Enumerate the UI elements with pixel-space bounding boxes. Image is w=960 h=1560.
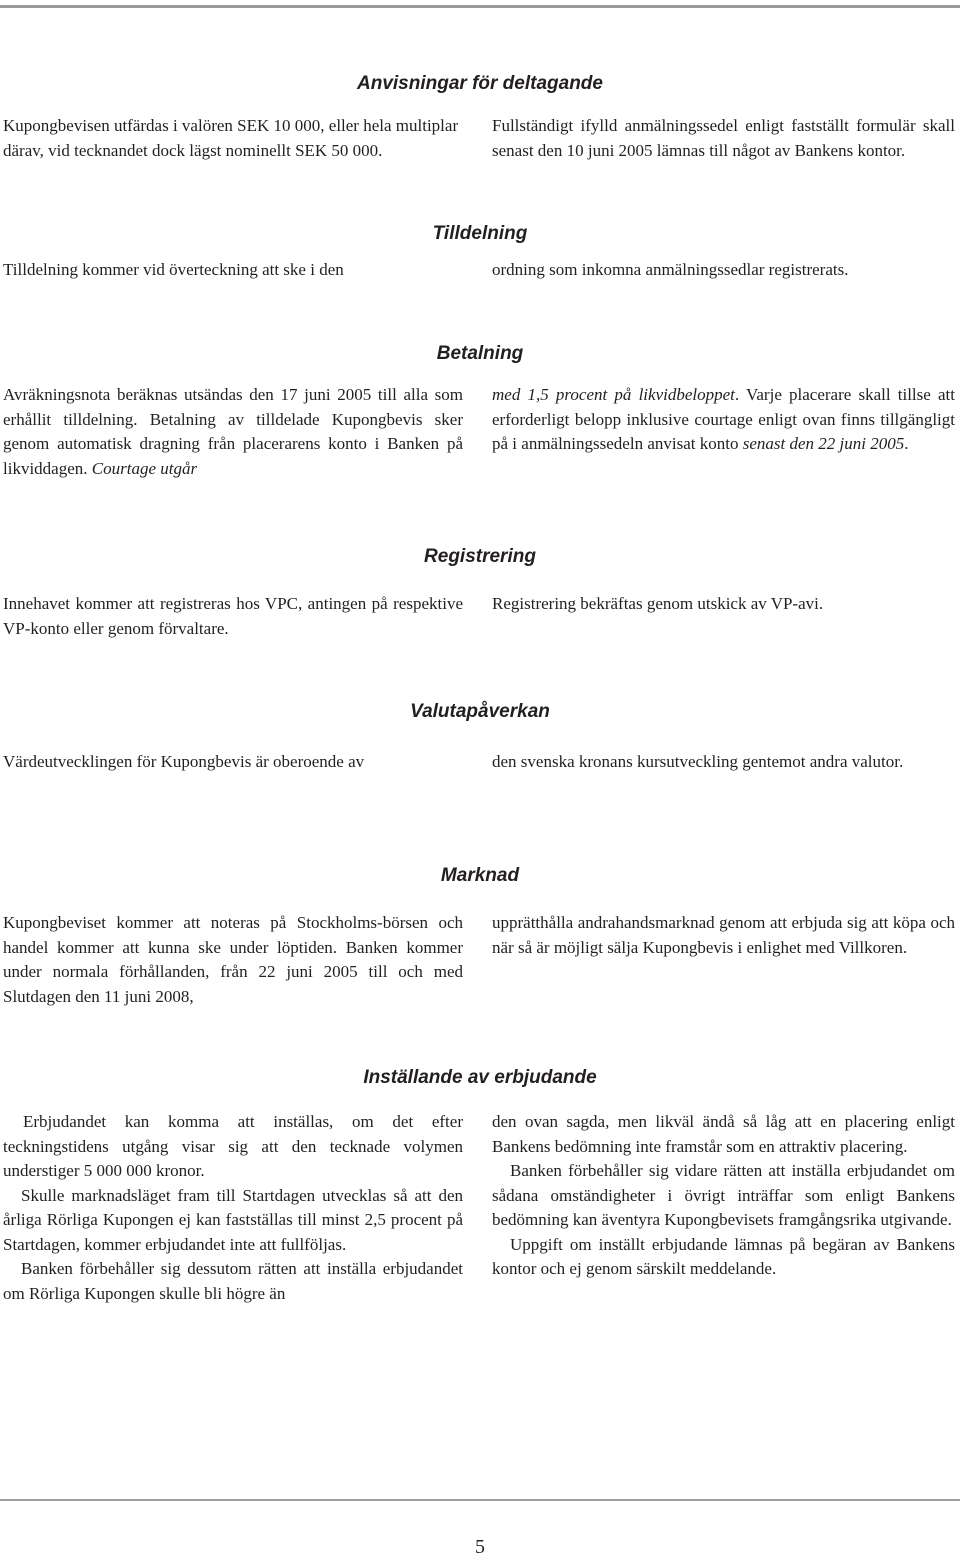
- tilldelning-right-paragraph: ordning som inkomna anmälningssedlar registrerats.: [492, 260, 849, 279]
- tilldelning-left-paragraph: Tilldelning kommer vid överteckning att ske i den: [3, 260, 344, 279]
- installande-right-paragraph-3: Uppgift om inställt erbjudande lämnas på begäran av Bankens kontor och ej genom särskilt meddelande.: [492, 1234, 955, 1278]
- anvisningar-right-paragraph: Fullständigt ifylld anmälningssedel enligt fastställt formulär skall senast den 10 juni 2005 lämnas till något av Bankens kontor.: [492, 116, 955, 160]
- tilldelning-right-text: [492, 258, 955, 283]
- section-heading-betalning: Betalning: [436, 343, 524, 364]
- section-heading-valutapaverkan: Valutapåverkan: [410, 701, 550, 722]
- installande-left-paragraph-3: Banken förbehåller sig dessutom rätten att inställa erbjudandet om Rörliga Kupongen skulle bli högre än: [3, 1259, 463, 1303]
- betalning-left-body: Avräkningsnota beräknas utsändas den 17 juni 2005 till alla som erhållit tilldelning. Betalning av tilldelade Kupongbevis sker genom automatisk dragning från placerarens konto i Banken på likviddagen.: [3, 385, 463, 478]
- valutapaverkan-left-text: [3, 750, 463, 775]
- installande-left-paragraph-1: Erbjudandet kan komma att inställas, om det efter teckningstidens utgång visar sig att den tecknade volymen understiger 5 000 000 kronor.: [3, 1112, 463, 1180]
- marknad-right-text: [492, 911, 955, 960]
- registrering-left-paragraph: Innehavet kommer att registreras hos VPC, antingen på respektive VP-konto eller genom förvaltare.: [3, 594, 463, 638]
- installande-right-text: [492, 1110, 955, 1282]
- installande-left-text: [3, 1110, 463, 1306]
- registrering-right-text: [492, 592, 955, 617]
- betalning-right-text: [492, 383, 955, 457]
- valutapaverkan-right-paragraph: den svenska kronans kursutveckling gentemot andra valutor.: [492, 752, 904, 771]
- betalning-left-text: [3, 383, 463, 481]
- section-heading-registrering: Registrering: [424, 546, 536, 567]
- valutapaverkan-right-text: [492, 750, 955, 775]
- betalning-left-italic: Courtage utgår: [91, 458, 198, 478]
- tilldelning-left-text: [3, 258, 463, 283]
- section-heading-tilldelning: Tilldelning: [432, 223, 528, 244]
- betalning-right-end: .: [904, 434, 909, 453]
- bottom-rule: [0, 1499, 960, 1501]
- betalning-right-italic-end: senast den 22 juni 2005: [742, 434, 905, 453]
- installande-right-paragraph-2: Banken förbehåller sig vidare rätten att inställa erbjudandet om sådana omständigheter i övrigt inträffar som enligt Bankens bedömning kan äventyra Kupongbevisets framgångsrika utgivande.: [492, 1161, 955, 1229]
- betalning-left-paragraph: [3, 383, 463, 481]
- marknad-right-paragraph: upprätthålla andrahandsmarknad genom att erbjuda sig att köpa och när så är möjligt sälja Kupongbevis i enlighet med Villkoren.: [492, 913, 955, 957]
- anvisningar-right-text: [492, 114, 955, 163]
- anvisningar-left-text: [3, 114, 463, 163]
- section-heading-anvisningar: Anvisningar för deltagande: [357, 73, 603, 94]
- marknad-left-paragraph: Kupongbeviset kommer att noteras på Stockholms-börsen och handel kommer att kunna ske under löptiden. Banken kommer under normala förhållanden, från 22 juni 2005 till och med Slutdagen den 11 juni 2008,: [3, 913, 463, 1006]
- betalning-right-body: . Varje placerare skall tillse att erforderligt belopp inklusive courtage enligt ovan finns tillgängligt på i anmälningssedeln anvisat konto: [492, 385, 955, 453]
- betalning-right-italic-start: med 1,5 procent på likvidbeloppet: [492, 385, 735, 404]
- top-rule: [0, 5, 960, 8]
- installande-right-paragraph-1: den ovan sagda, men likväl ändå så låg att en placering enligt Bankens bedömning inte framstår som en attraktiv placering.: [492, 1112, 955, 1156]
- registrering-left-text: [3, 592, 463, 641]
- section-heading-installande: Inställande av erbjudande: [363, 1067, 597, 1088]
- installande-left-paragraph-2: Skulle marknadsläget fram till Startdagen utvecklas så att den årliga Rörliga Kupongen ej kan fastställas till minst 2,5 procent på Startdagen, kommer erbjudandet inte att fullföljas.: [3, 1185, 463, 1254]
- betalning-right-paragraph: [492, 383, 955, 457]
- anvisningar-left-paragraph: Kupongbevisen utfärdas i valören SEK 10 000, eller hela multiplar därav, vid tecknandet dock lägst nominellt SEK 50 000.: [3, 116, 459, 160]
- page-number: 5: [475, 1536, 485, 1558]
- valutapaverkan-left-paragraph: Värdeutvecklingen för Kupongbevis är oberoende av: [3, 752, 365, 771]
- registrering-right-paragraph: Registrering bekräftas genom utskick av VP-avi.: [492, 594, 824, 613]
- marknad-left-text: [3, 911, 463, 1009]
- section-heading-marknad: Marknad: [440, 865, 520, 886]
